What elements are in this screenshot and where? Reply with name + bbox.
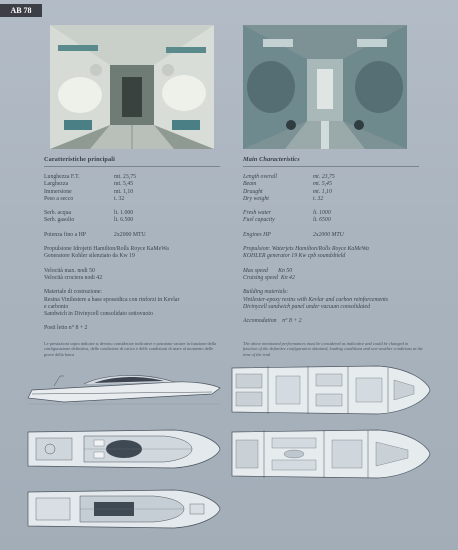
specs-heading: Main Characteristics <box>243 156 300 163</box>
yacht-deck-plan-drawing <box>24 484 224 534</box>
engine-room-photo-right <box>243 25 407 149</box>
materials-line: Divinycell sandwich panel under vacuum consolidated <box>243 303 371 310</box>
yacht-profile-drawing <box>24 362 224 412</box>
specs-english <box>243 156 423 325</box>
materials-line: Resina Vinilestere a base epossidica con rinforzi in Kevlar <box>44 296 180 303</box>
specs-italian <box>44 156 224 333</box>
tank-row: Serb. acqua lt. 1.000 <box>44 210 134 217</box>
spec-row: Beam mt. 5,45 <box>243 181 332 188</box>
berths-line: Posti letto n° 8 + 2 <box>44 325 88 332</box>
power-row: Potenza fino a HP 2x2000 MTU <box>44 231 146 238</box>
tank-row: Serb. gasolio lt. 6.500 <box>44 217 134 224</box>
power-row: Engines HP 2x2000 MTU <box>243 231 344 238</box>
cruise-speed-line: Cruising speed Kn 42 <box>243 274 295 281</box>
generator-line: Generatore Kohler silenziato da Kw 19 <box>44 253 135 260</box>
propulsion-line: Propulsion: Waterjets Hamilton/Rolls Royce KaMeWa <box>243 246 369 253</box>
divider <box>243 166 419 167</box>
max-speed-line: Max speed Kn 50 <box>243 267 293 274</box>
tank-row: Fresh water lt. 1000 <box>243 210 331 217</box>
tank-row: Fuel capacity lt. 6500 <box>243 217 331 224</box>
materials-line: Vinilester-epoxy resins with Kevlar and carbon reinforcements <box>243 296 388 303</box>
spec-row: Peso a secco t. 32 <box>44 195 125 202</box>
materials-line: Building materials: <box>243 289 289 296</box>
specs-heading: Caratteristiche principali <box>44 156 115 163</box>
spec-row: Lunghezza F.T. mt. 23,75 <box>44 174 137 180</box>
spec-row: Immersione mt. 1,10 <box>44 188 134 195</box>
yacht-deck-plan-drawing <box>24 424 224 474</box>
cruise-speed-line: Velocità crociera nodi 42 <box>44 274 103 281</box>
disclaimer-english: The above mentioned performances must be considered as indicative and could be changed in function of the definitive configuration obtained, loading conditions and sea-weather conditions at the time of the trial <box>243 341 423 357</box>
max-speed-line: Velocità max. nodi 50 <box>44 267 95 274</box>
spec-row: Length overall mt. 23,75 <box>243 174 335 180</box>
berths-line: Accomodation n° 8 + 2 <box>243 318 302 325</box>
yacht-interior-layout-drawing <box>228 426 434 482</box>
spec-row: Dry weight t. 32 <box>243 195 324 202</box>
spec-row: Larghezza mt. 5,45 <box>44 181 134 188</box>
page-tag: AB 78 <box>0 4 42 17</box>
divider <box>44 166 220 167</box>
yacht-interior-layout-drawing <box>228 362 434 418</box>
materials-line: Sandwich in Divinycell consolidato sottovuoto <box>44 311 153 318</box>
spec-row: Draught mt. 1,10 <box>243 188 332 195</box>
generator-line: KOHLER generator 19 Kw cpb soundshield <box>243 253 346 260</box>
materials-line: e carbonio <box>44 303 69 310</box>
engine-room-photo-left <box>50 25 214 149</box>
propulsion-line: Propulsione Idrojetti Hamilton/Rolls Royce KaMeWa <box>44 246 169 253</box>
materials-line: Materiale di costruzione: <box>44 289 102 296</box>
disclaimer-italian: Le prestazioni sopra indicate si devono considerare indicative e potranno variare in funzione della configurazione definitiva, delle condizioni di carico e delle condizioni di mare al momento delle prove della barca <box>44 341 217 357</box>
